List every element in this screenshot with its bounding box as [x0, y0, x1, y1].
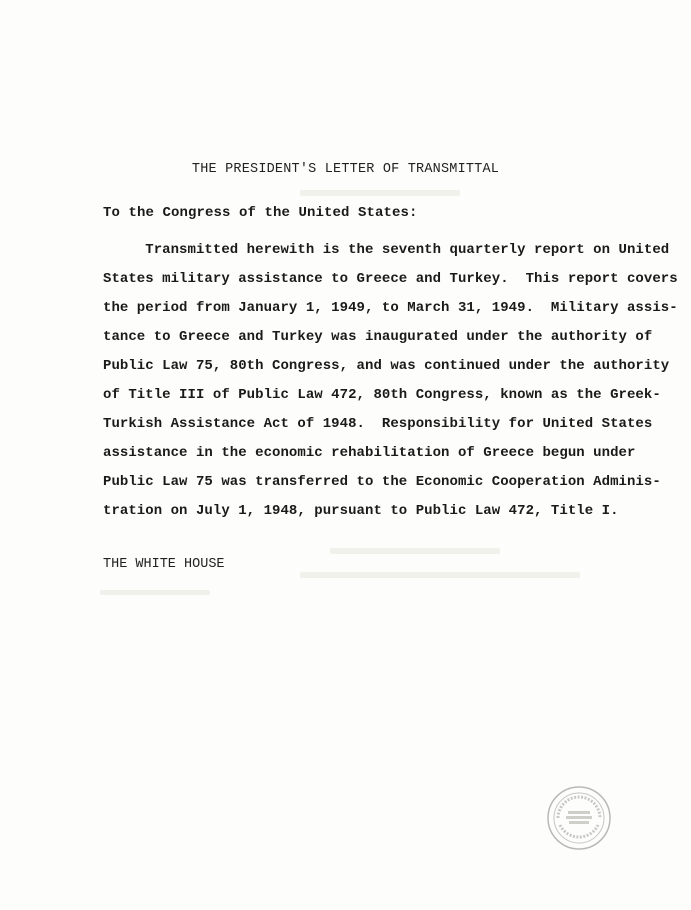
salutation: To the Congress of the United States: [103, 205, 418, 221]
body-line: tance to Greece and Turkey was inaugurated under the authority of [103, 329, 653, 345]
signoff: THE WHITE HOUSE [103, 557, 225, 572]
body-line: States military assistance to Greece and Turkey. This report covers [103, 271, 678, 287]
body-line: Public Law 75 was transferred to the Economic Cooperation Adminis- [103, 474, 661, 490]
body-line: tration on July 1, 1948, pursuant to Public Law 472, Title I. [103, 503, 619, 519]
show-through-mark [100, 590, 210, 595]
show-through-mark [300, 190, 460, 196]
body-line: of Title III of Public Law 472, 80th Congress, known as the Greek- [103, 387, 661, 403]
body-line: Public Law 75, 80th Congress, and was continued under the authority [103, 358, 670, 374]
show-through-mark [300, 572, 580, 578]
document-title: THE PRESIDENT'S LETTER OF TRANSMITTAL [191, 162, 500, 177]
body-line: Transmitted herewith is the seventh quarterly report on United [103, 242, 670, 258]
body-paragraph [103, 236, 678, 526]
show-through-mark [330, 548, 500, 554]
body-line: Turkish Assistance Act of 1948. Responsibility for United States [103, 416, 653, 432]
body-line: the period from January 1, 1949, to March 31, 1949. Military assis- [103, 300, 678, 316]
body-line: assistance in the economic rehabilitation of Greece begun under [103, 445, 636, 461]
library-seal-icon [546, 785, 612, 851]
